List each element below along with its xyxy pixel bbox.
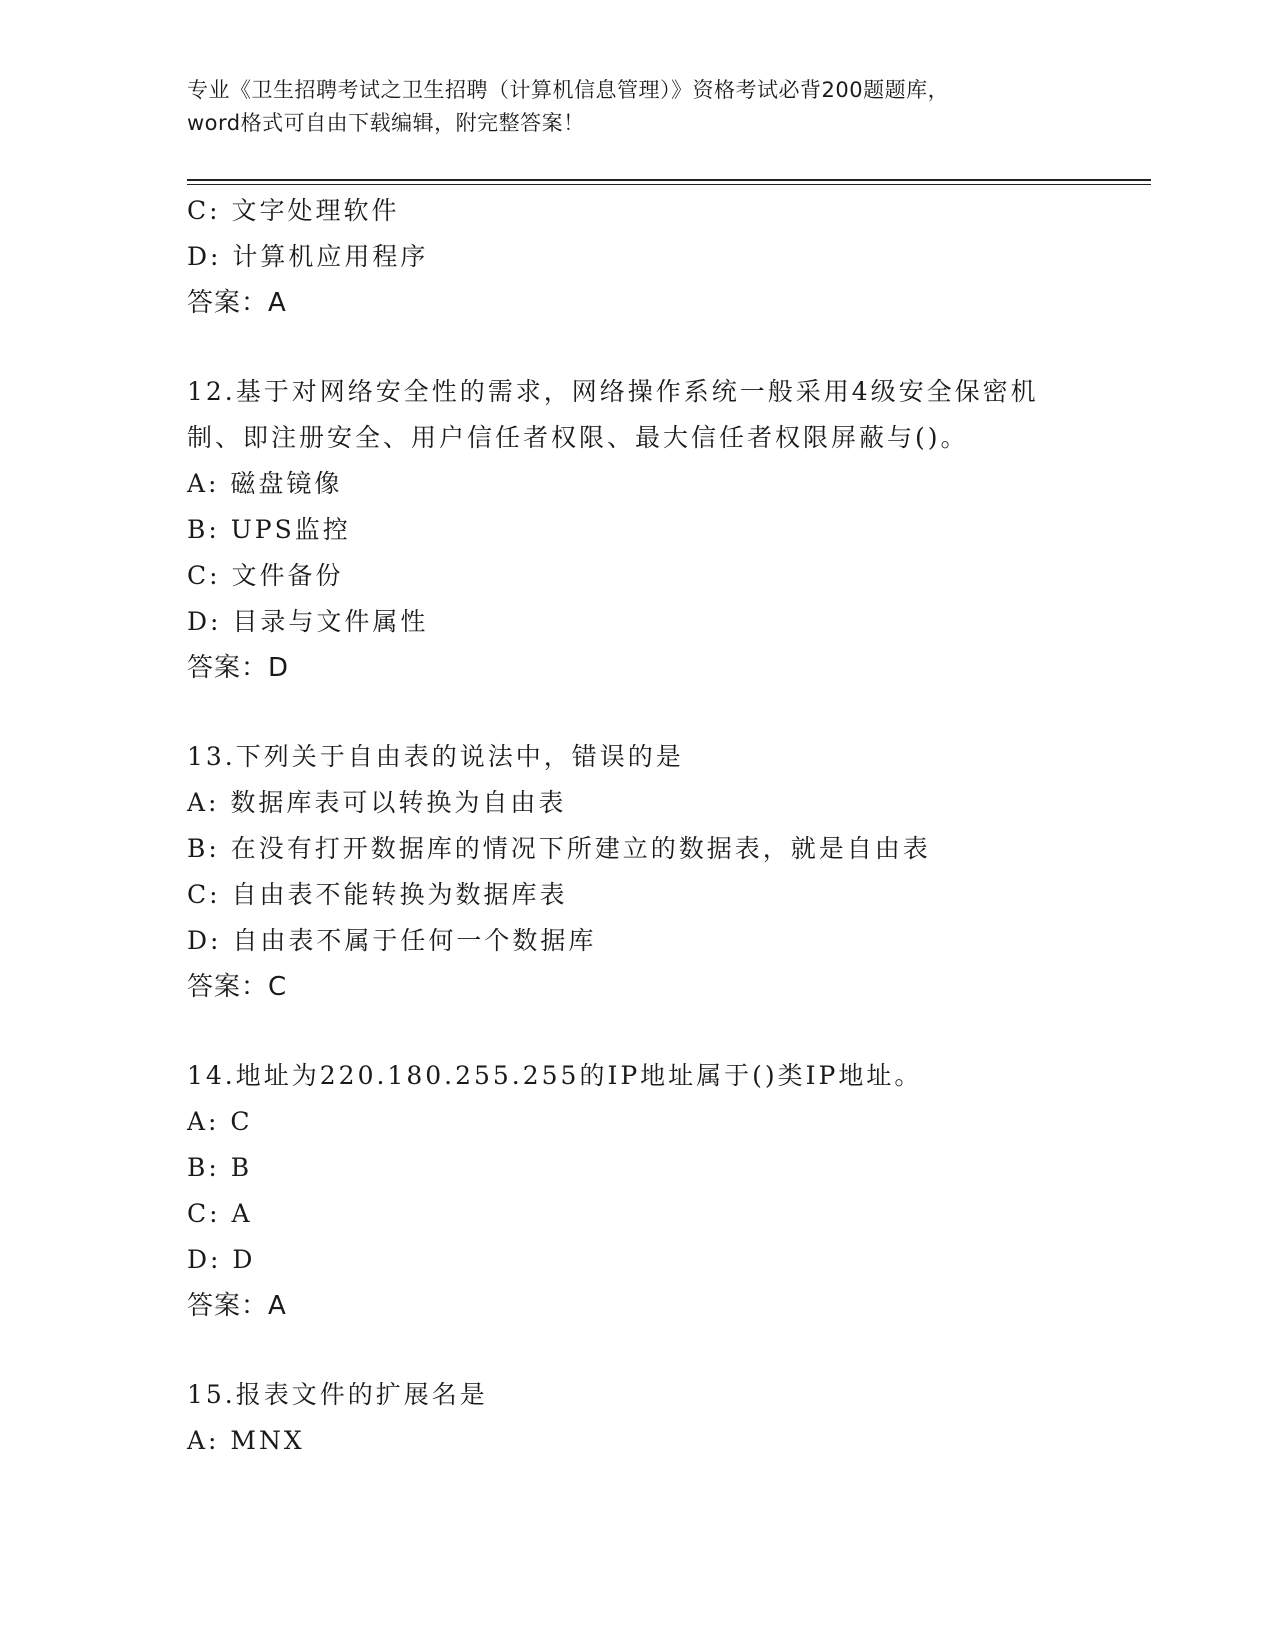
option-b: B: 在没有打开数据库的情况下所建立的数据表，就是自由表 (187, 834, 931, 863)
question-11-fragment (187, 188, 1151, 326)
question-stem: 制、即注册安全、用户信任者权限、最大信任者权限屏蔽与()。 (187, 423, 969, 452)
answer-line: 答案：A (187, 1291, 287, 1321)
option-b: B: UPS监控 (187, 515, 351, 544)
question-12 (187, 369, 1151, 691)
question-list (187, 188, 1151, 1464)
question-stem: 12.基于对网络安全性的需求，网络操作系统一般采用4级安全保密机 (187, 377, 1039, 406)
question-stem: 13.下列关于自由表的说法中，错误的是 (187, 742, 684, 771)
option-a: A: C (187, 1107, 253, 1136)
question-14 (187, 1053, 1151, 1329)
option-d: D: D (187, 1245, 256, 1274)
option-c: C: 文字处理软件 (187, 196, 400, 225)
option-d: D: 自由表不属于任何一个数据库 (187, 926, 597, 955)
answer-line: 答案：D (187, 653, 290, 683)
answer-line: 答案：C (187, 972, 288, 1002)
option-b: B: B (187, 1153, 253, 1182)
header-title-line-2: word格式可自由下载编辑，附完整答案！ (187, 111, 585, 135)
document-header (187, 74, 1087, 140)
header-divider-thin (187, 184, 1151, 185)
option-a: A: 数据库表可以转换为自由表 (187, 788, 567, 817)
option-c: C: 文件备份 (187, 561, 344, 590)
answer-line: 答案：A (187, 288, 287, 318)
header-title-line-1: 专业《卫生招聘考试之卫生招聘（计算机信息管理）》资格考试必背200题题库， (187, 78, 950, 102)
option-c: C: A (187, 1199, 253, 1228)
option-d: D: 计算机应用程序 (187, 242, 429, 271)
question-stem: 14.地址为220.180.255.255的IP地址属于()类IP地址。 (187, 1061, 923, 1090)
question-13 (187, 734, 1151, 1010)
header-divider-thick (187, 179, 1151, 181)
question-stem: 15.报表文件的扩展名是 (187, 1380, 488, 1409)
option-a: A: 磁盘镜像 (187, 469, 343, 498)
question-15 (187, 1372, 1151, 1464)
option-c: C: 自由表不能转换为数据库表 (187, 880, 568, 909)
option-d: D: 目录与文件属性 (187, 607, 429, 636)
option-a: A: MNX (187, 1426, 305, 1455)
